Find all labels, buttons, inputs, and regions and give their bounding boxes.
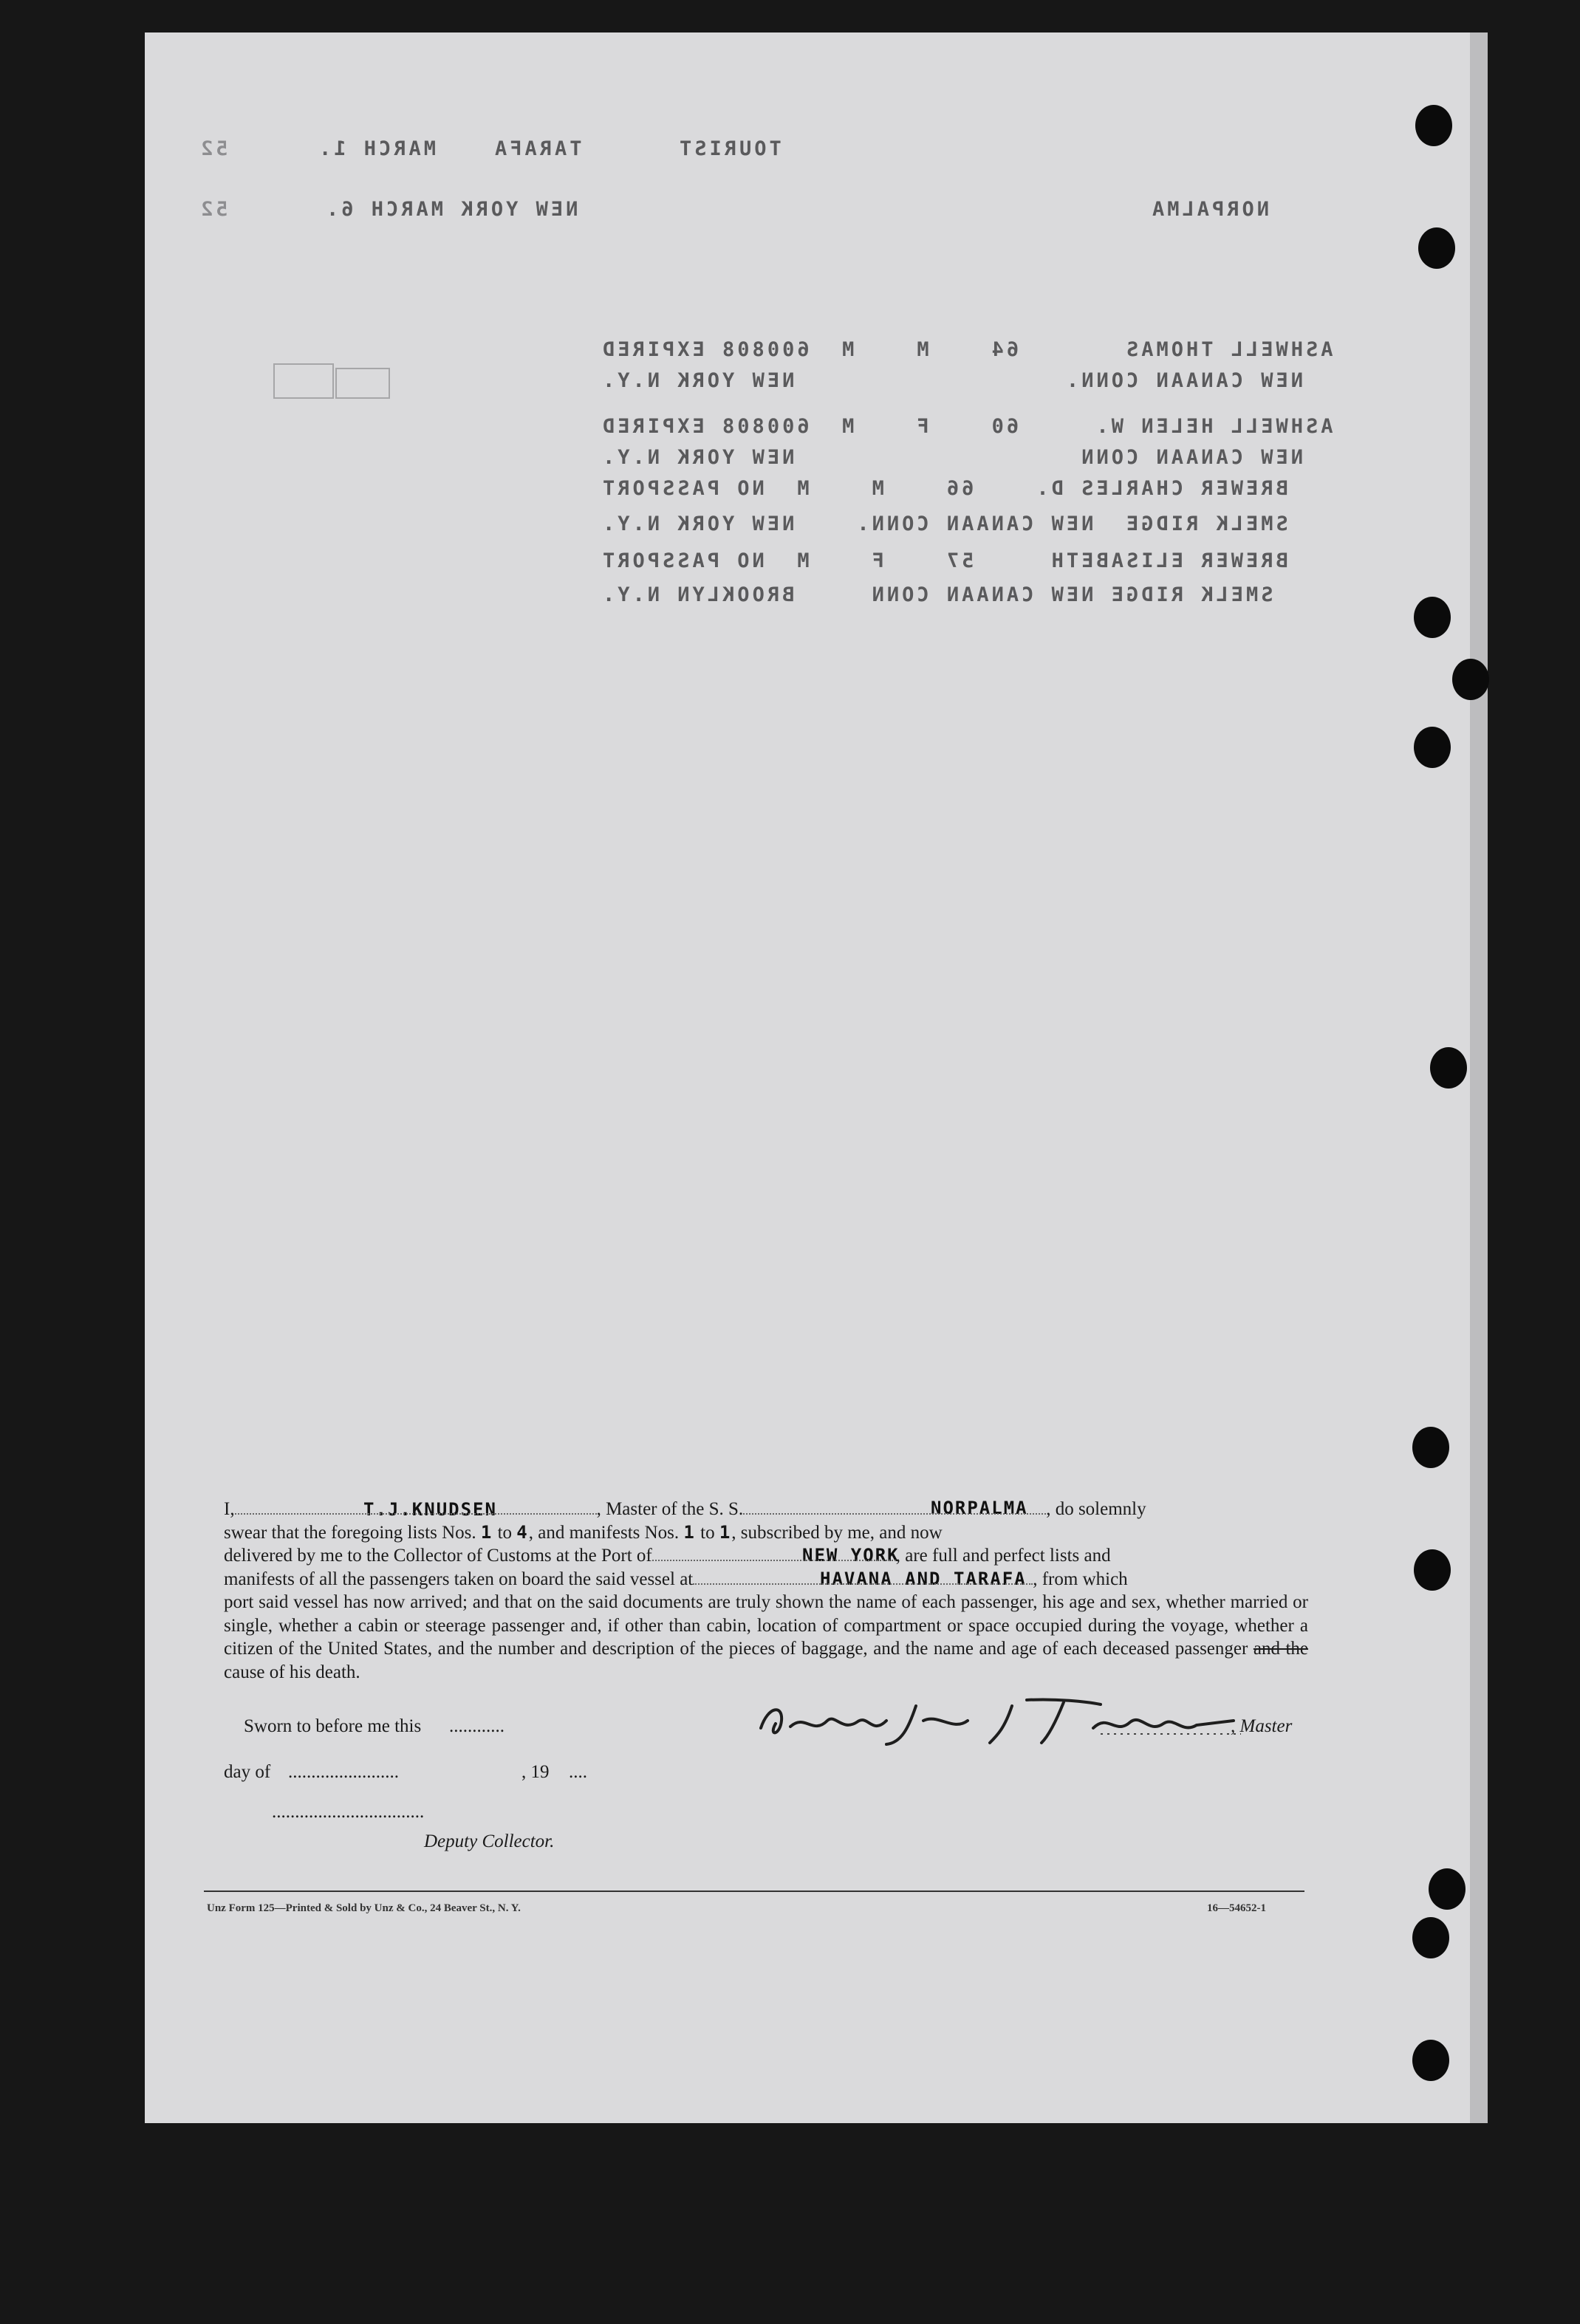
reverse-passenger-line: ASHWELL THOMAS 64 M M 600808 EXPIRED [600, 338, 1333, 361]
sworn-label: Sworn to before me this [244, 1716, 422, 1736]
departure-fillin: HAVANA AND TARAFA [820, 1569, 1027, 1589]
reverse-header-vessel: NORPALMA [1149, 198, 1270, 221]
oath-text: cause of his death. [224, 1662, 360, 1682]
day-dots: ........................ [288, 1762, 399, 1782]
oath-text: to [497, 1522, 513, 1543]
reverse-passenger-line: NEW CANAAN CONN. NEW YORK N.Y. [600, 369, 1304, 392]
oath-text: to [700, 1522, 715, 1543]
reverse-header-year-2: 52 [198, 198, 228, 221]
reverse-header-date: MARCH 1. [316, 137, 437, 160]
struck-text: and the [1253, 1639, 1309, 1659]
vessel-fillin: NORPALMA [931, 1498, 1028, 1518]
oath-text: , are full and perfect lists and [895, 1546, 1111, 1566]
binder-hole [1418, 227, 1455, 269]
oath-text: port said vessel has now arrived; and that on the said documents are truly shown the name of each passenger, his age and sex, whether married or single, whether a cabin or steerage passenger and, if other than cabin, location of compartment or space occupied during the voyage, whether a citizen of the United States, and the number and description of the pieces of baggage, and the name and age of each deceased passenger [224, 1592, 1308, 1659]
faint-stamp [335, 368, 390, 399]
binder-hole [1414, 1549, 1451, 1591]
oath-prefix: I, [224, 1499, 235, 1519]
binder-hole [1430, 1047, 1467, 1089]
year-label: , 19 [521, 1762, 550, 1782]
reverse-header-tourist: TOURIST [677, 137, 782, 160]
oath-text: , subscribed by me, and now [731, 1522, 943, 1543]
binder-hole [1415, 105, 1452, 146]
master-signature [746, 1691, 1248, 1750]
binder-hole [1412, 2040, 1449, 2081]
binder-hole [1412, 1427, 1449, 1468]
binder-hole [1414, 727, 1451, 768]
reverse-passenger-line: ASHWELL HELEN W. 60 F M 600808 EXPIRED [600, 415, 1333, 438]
manifests-to-fillin: 1 [719, 1521, 732, 1543]
binder-hole [1412, 1917, 1449, 1958]
oath-text: , from which [1033, 1569, 1128, 1589]
faint-stamp [273, 363, 334, 399]
reverse-header-year: 52 [198, 137, 228, 160]
oath-text: delivered by me to the Collector of Customs at the Port of [224, 1546, 652, 1566]
oath-text: manifests of all the passengers taken on board the said vessel at [224, 1569, 694, 1589]
lists-from-fillin: 1 [480, 1521, 493, 1543]
binder-hole [1414, 597, 1451, 638]
reverse-passenger-line: BREWER ELISABETH 57 F M NO PASSPORT [600, 549, 1288, 572]
oath-text: , do solemnly [1046, 1499, 1146, 1519]
master-name-fillin: T.J.KNUDSEN [363, 1499, 497, 1520]
master-label: , Master [1231, 1716, 1293, 1736]
footer-rule [204, 1891, 1304, 1892]
manifests-from-fillin: 1 [683, 1521, 696, 1543]
form-code: 16—54652-1 [1207, 1902, 1266, 1914]
deputy-dots: ................................. [272, 1802, 425, 1822]
oath-text: swear that the foregoing lists Nos. [224, 1522, 476, 1543]
day-of-label: day of [224, 1762, 271, 1782]
binder-hole [1452, 659, 1489, 700]
oath-paragraph [224, 1498, 1308, 1684]
reverse-passenger-line: SMELK RIDGE NEW CANAAN CONN BROOKLYN N.Y. [600, 583, 1273, 606]
lists-to-fillin: 4 [516, 1521, 529, 1543]
binder-hole [1429, 1868, 1466, 1910]
page-edge-shadow [1470, 32, 1488, 2123]
year-dots: .... [569, 1762, 587, 1782]
reverse-header-arrival: NEW YORK MARCH 6. [324, 198, 578, 221]
reverse-passenger-line: SMELK RIDGE NEW CANAAN CONN. NEW YORK N.Y. [600, 513, 1288, 535]
printer-credit: Unz Form 125—Printed & Sold by Unz & Co., 24 Beaver St., N. Y. [207, 1902, 521, 1914]
port-fillin: NEW YORK [802, 1545, 900, 1566]
sworn-dots: ............ [449, 1716, 505, 1736]
reverse-passenger-line: BREWER CHARLES D. 66 M M NO PASSPORT [600, 477, 1288, 500]
oath-text: , and manifests Nos. [528, 1522, 680, 1543]
deputy-collector-label: Deputy Collector. [424, 1831, 555, 1851]
reverse-passenger-line: NEW CANAAN CONN NEW YORK N.Y. [600, 446, 1304, 469]
oath-text: , Master of the S. S. [596, 1499, 744, 1519]
reverse-header-departure: TARAFA [492, 137, 582, 160]
